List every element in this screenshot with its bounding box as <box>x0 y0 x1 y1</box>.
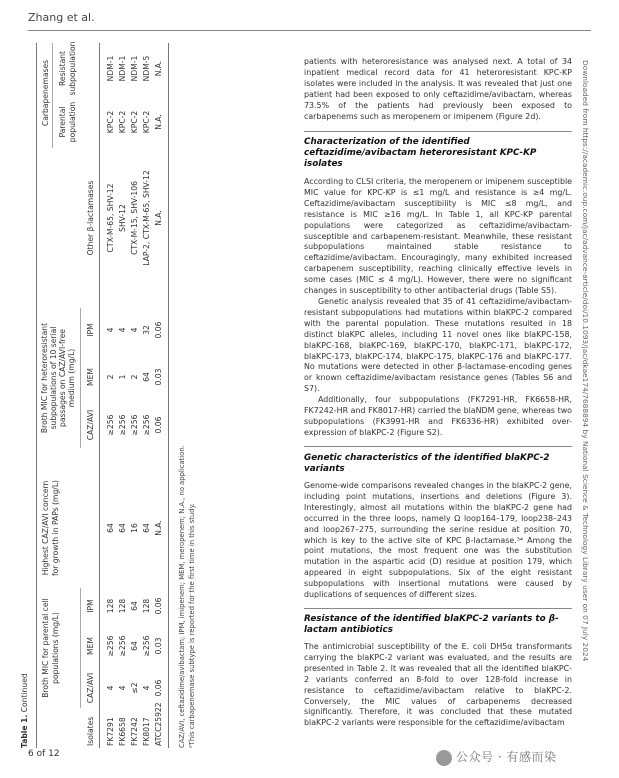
cell-resist-carb: NDM-1 <box>118 55 127 82</box>
cell-isolate: FK8017 <box>142 717 151 746</box>
cell-h-ipm: 0.06 <box>154 321 163 339</box>
cell-h-ipm: 4 <box>106 327 115 333</box>
cell-concern: 64 <box>106 523 115 533</box>
cell-other: CTX-M-65, SHV-12 <box>106 183 115 253</box>
cell-h-ipm: 4 <box>118 327 127 333</box>
cell-p-ipm: 64 <box>130 601 139 611</box>
cell-p-cazavi: 4 <box>106 685 115 691</box>
header-broth-2: subpopulations of 10 serial <box>49 326 58 430</box>
cell-p-cazavi: 4 <box>142 685 151 691</box>
header-broth-1: Broth MIC for heteroresistant <box>40 322 49 434</box>
table-continued: Continued <box>20 673 29 713</box>
cell-p-ipm: 128 <box>142 598 151 614</box>
table-footnote-a: ᵃThis carbapenemase subtype is reported for the first time in this study. <box>188 503 196 748</box>
header-resistant-subpopulation: Resistant subpopulation <box>58 41 77 96</box>
cell-other: N.A. <box>154 210 163 226</box>
header-p-ipm: IPM <box>86 599 95 613</box>
rule-carb <box>52 43 53 148</box>
watermark-text: 公众号 · 有感而染 <box>456 750 557 764</box>
page-number: 6 of 12 <box>28 749 60 759</box>
wechat-watermark <box>436 748 556 766</box>
section-rule-3 <box>304 608 572 609</box>
header-h-mem: MEM <box>86 368 95 386</box>
section-genetic <box>304 453 572 601</box>
header-carbapenemases: Carbapenemases <box>41 59 50 127</box>
cell-h-mem: 2 <box>130 374 139 380</box>
header-p-mem: MEM <box>86 637 95 655</box>
cell-p-mem: ≥256 <box>106 635 115 657</box>
header-other-lactamases: Other β-lactamases <box>86 180 95 256</box>
section-rule-1 <box>304 131 572 132</box>
cell-parent-carb: KPC-2 <box>106 110 115 134</box>
rule-parental <box>80 588 81 708</box>
cell-h-mem: 64 <box>142 372 151 382</box>
running-head: Zhang et al. <box>28 11 95 24</box>
cell-p-mem: 64 <box>130 641 139 651</box>
cell-resist-carb: NDM-1 <box>106 55 115 82</box>
cell-concern: 16 <box>130 523 139 533</box>
cell-p-mem: ≥256 <box>142 635 151 657</box>
header-p-cazavi: CAZ/AVI <box>86 672 95 704</box>
header-parental-population: Parental population <box>58 101 77 143</box>
header-isolates: Isolates <box>86 716 95 746</box>
cell-h-cazavi: ≥256 <box>118 414 127 436</box>
cell-other: SHV-12 <box>118 204 127 232</box>
intro-text: patients with heteroresistance was analysed next. A total of 34 inpatient medical record data for 41 heteroresistant KPC-KP isolates were included in the analysis. It was revealed that just one patient had been exposed to only ceftazidime/avibactam, whereas 73.5% of the patients had previously been exposed to carbapenems such as meropenem or imipenem (Figure 2d). <box>304 57 572 121</box>
table-footnote-abbrev: CAZ/AVI, ceftazidime/avibactam; IPM, imipenem; MEM, meropenem; N.A., no application. <box>178 445 186 748</box>
table-1 <box>20 8 290 748</box>
header-broth-3: passages on CAZ/AVI-free <box>58 329 67 427</box>
cell-isolate: ATCC25922 <box>154 702 163 746</box>
cell-parent-carb: N.A. <box>154 114 163 130</box>
table-header-rule <box>99 43 100 748</box>
header-highest-concern: Highest CAZ/AVI concern for growth in PAPs (mg/L) <box>41 479 60 577</box>
cell-parent-carb: KPC-2 <box>118 110 127 134</box>
section-title-characterization: Characterization of the identified ceftazidime/avibactam heteroresistant KPC-KP isolates <box>304 137 537 169</box>
cell-h-cazavi: ≥256 <box>130 414 139 436</box>
table-top-rule <box>36 43 37 748</box>
section3-paragraph-1: The antimicrobial susceptibility of the E. coli DH5α transformants carrying the blaKPC-2 variant was evaluated, and the results are presented in Table 2. It was revealed that all the identified blaKPC-2 variants conferred an 8-fold to over 128-fold increase in resistance to ceftazidime/avibactam relative to blaKPC-2. Conversely, the MIC values of carbapenems decreased significantly. Therefore, it was concluded that these mutated blaKPC-2 variants were responsible for the ceftazidime/avibactam <box>304 642 572 728</box>
cell-p-mem: 0.03 <box>154 637 163 655</box>
cell-p-ipm: 128 <box>118 598 127 614</box>
cell-isolate: FK7242 <box>130 717 139 746</box>
section-rule-2 <box>304 446 572 447</box>
cell-parent-carb: KPC-2 <box>130 110 139 134</box>
table-caption <box>20 673 29 748</box>
cell-p-mem: ≥256 <box>118 635 127 657</box>
table-label: Table 1. <box>20 714 29 748</box>
cell-h-cazavi: ≥256 <box>106 414 115 436</box>
cell-parent-carb: KPC-2 <box>142 110 151 134</box>
section-title-genetic: Genetic characteristics of the identified blaKPC-2 variants <box>304 453 550 474</box>
header-broth-4: medium (mg/L) <box>67 348 76 408</box>
section2-paragraph-1: Genome-wide comparisons revealed changes in the blaKPC-2 gene, including point mutations, insertions and deletions (Figure 3). Interestingly, almost all mutations within the blaKPC-2 gene had occurred in the three loops, namely Ω loop164–179, loop238–243 and loop267–275, surrounding the serine residue at position 70, which is key to the active site of KPC β-lactamase.³⁴ Among the point mutations, the most frequent one was the substitution mutation in the aspartic acid (D) residue at position 179, which appeared in eight subpopulations. Six of the eight resistant subpopulations with insertional mutations were caused by duplications of sequences of different sizes. <box>304 481 572 600</box>
cell-h-mem: 2 <box>106 374 115 380</box>
cell-isolate: FK6658 <box>118 717 127 746</box>
cell-h-ipm: 32 <box>142 325 151 335</box>
cell-concern: 64 <box>118 523 127 533</box>
rule-broth <box>80 308 81 448</box>
header-h-cazavi: CAZ/AVI <box>86 409 95 441</box>
header-parental-mic: Broth MIC for parental cell populations (mg/L) <box>41 598 60 698</box>
download-side-note: Downloaded from https://academic.oup.com/jac/advance-article/doi/10.1093/jac/dkae174/7688894 by National Science & Technology Library user on 07 July 2024 <box>581 60 590 662</box>
section1-paragraph-2: Genetic analysis revealed that 35 of 41 ceftazidime/avibactam-resistant subpopulations had mutations within blaKPC-2 compared with the parental population. These mutations resulted in 18 distinct blaKPC alleles, including 11 novel ones like blaKPC-158, blaKPC-168, blaKPC-169, blaKPC-170, blaKPC-171, blaKPC-172, blaKPC-173, blaKPC-174, blaKPC-175, blaKPC-176 and blaKPC-177. No mutations were detected in other β-lactamase-encoding genes or known ceftazidime/avibactam resistance genes (Tables S6 and S7). <box>304 296 572 394</box>
cell-h-cazavi: ≥256 <box>142 414 151 436</box>
intro-paragraph <box>304 57 572 122</box>
cell-p-ipm: 128 <box>106 598 115 614</box>
section-characterization <box>304 137 572 439</box>
cell-h-cazavi: 0.06 <box>154 416 163 434</box>
header-h-ipm: IPM <box>86 323 95 337</box>
section1-paragraph-3: Additionally, four subpopulations (FK7291-HR, FK6658-HR, FK7242-HR and FK8017-HR) carried the blaNDM gene, whereas two subpopulations (FK3991-HR and FK6336-HR) exhibited over-expression of blaKPC-2 (Figure S2). <box>304 395 572 437</box>
cell-p-cazavi: ≤2 <box>130 682 139 694</box>
cell-p-cazavi: 0.06 <box>154 679 163 697</box>
cell-h-mem: 0.03 <box>154 368 163 386</box>
cell-resist-carb: NDM-5 <box>142 55 151 82</box>
cell-isolate: FK7291 <box>106 717 115 746</box>
section1-paragraph-1: According to CLSI criteria, the meropenem or imipenem susceptible MIC value for KPC-KP is ≤1 mg/L and resistance is ≥4 mg/L. Ceftazidime/avibactam susceptibility is MIC ≤8 mg/L, and resistance is MIC ≥16 mg/L. In Table 1, all KPC-KP parental populations were categorized as ceftazidime/avibactam-susceptible and carbapenem-resistant. Meanwhile, these resistant subpopulations maintained stable resistance to ceftazidime/avibactam. Encouragingly, many exhibited increased carbapenem susceptibility, reaching clinically effective levels in some cases (MIC ≤ 4 mg/L). However, there were no significant changes in susceptibility to other antibacterial drugs (Table S5). <box>304 177 572 296</box>
cell-h-mem: 1 <box>118 374 127 380</box>
cell-p-cazavi: 4 <box>118 685 127 691</box>
wechat-icon <box>436 750 452 766</box>
section-resistance <box>304 614 572 729</box>
section-title-resistance: Resistance of the identified blaKPC-2 variants to β-lactam antibiotics <box>304 614 559 635</box>
table-bottom-rule <box>168 43 169 748</box>
cell-concern: N.A. <box>154 520 163 536</box>
cell-h-ipm: 4 <box>130 327 139 333</box>
cell-resist-carb: NDM-1 <box>130 55 139 82</box>
cell-other: LAP-2, CTX-M-65, SHV-12 <box>142 170 151 266</box>
cell-other: CTX-M-15, SHV-106 <box>130 181 139 255</box>
cell-resist-carb: N.A. <box>154 60 163 77</box>
cell-p-ipm: 0.06 <box>154 597 163 615</box>
cell-concern: 64 <box>142 523 151 533</box>
